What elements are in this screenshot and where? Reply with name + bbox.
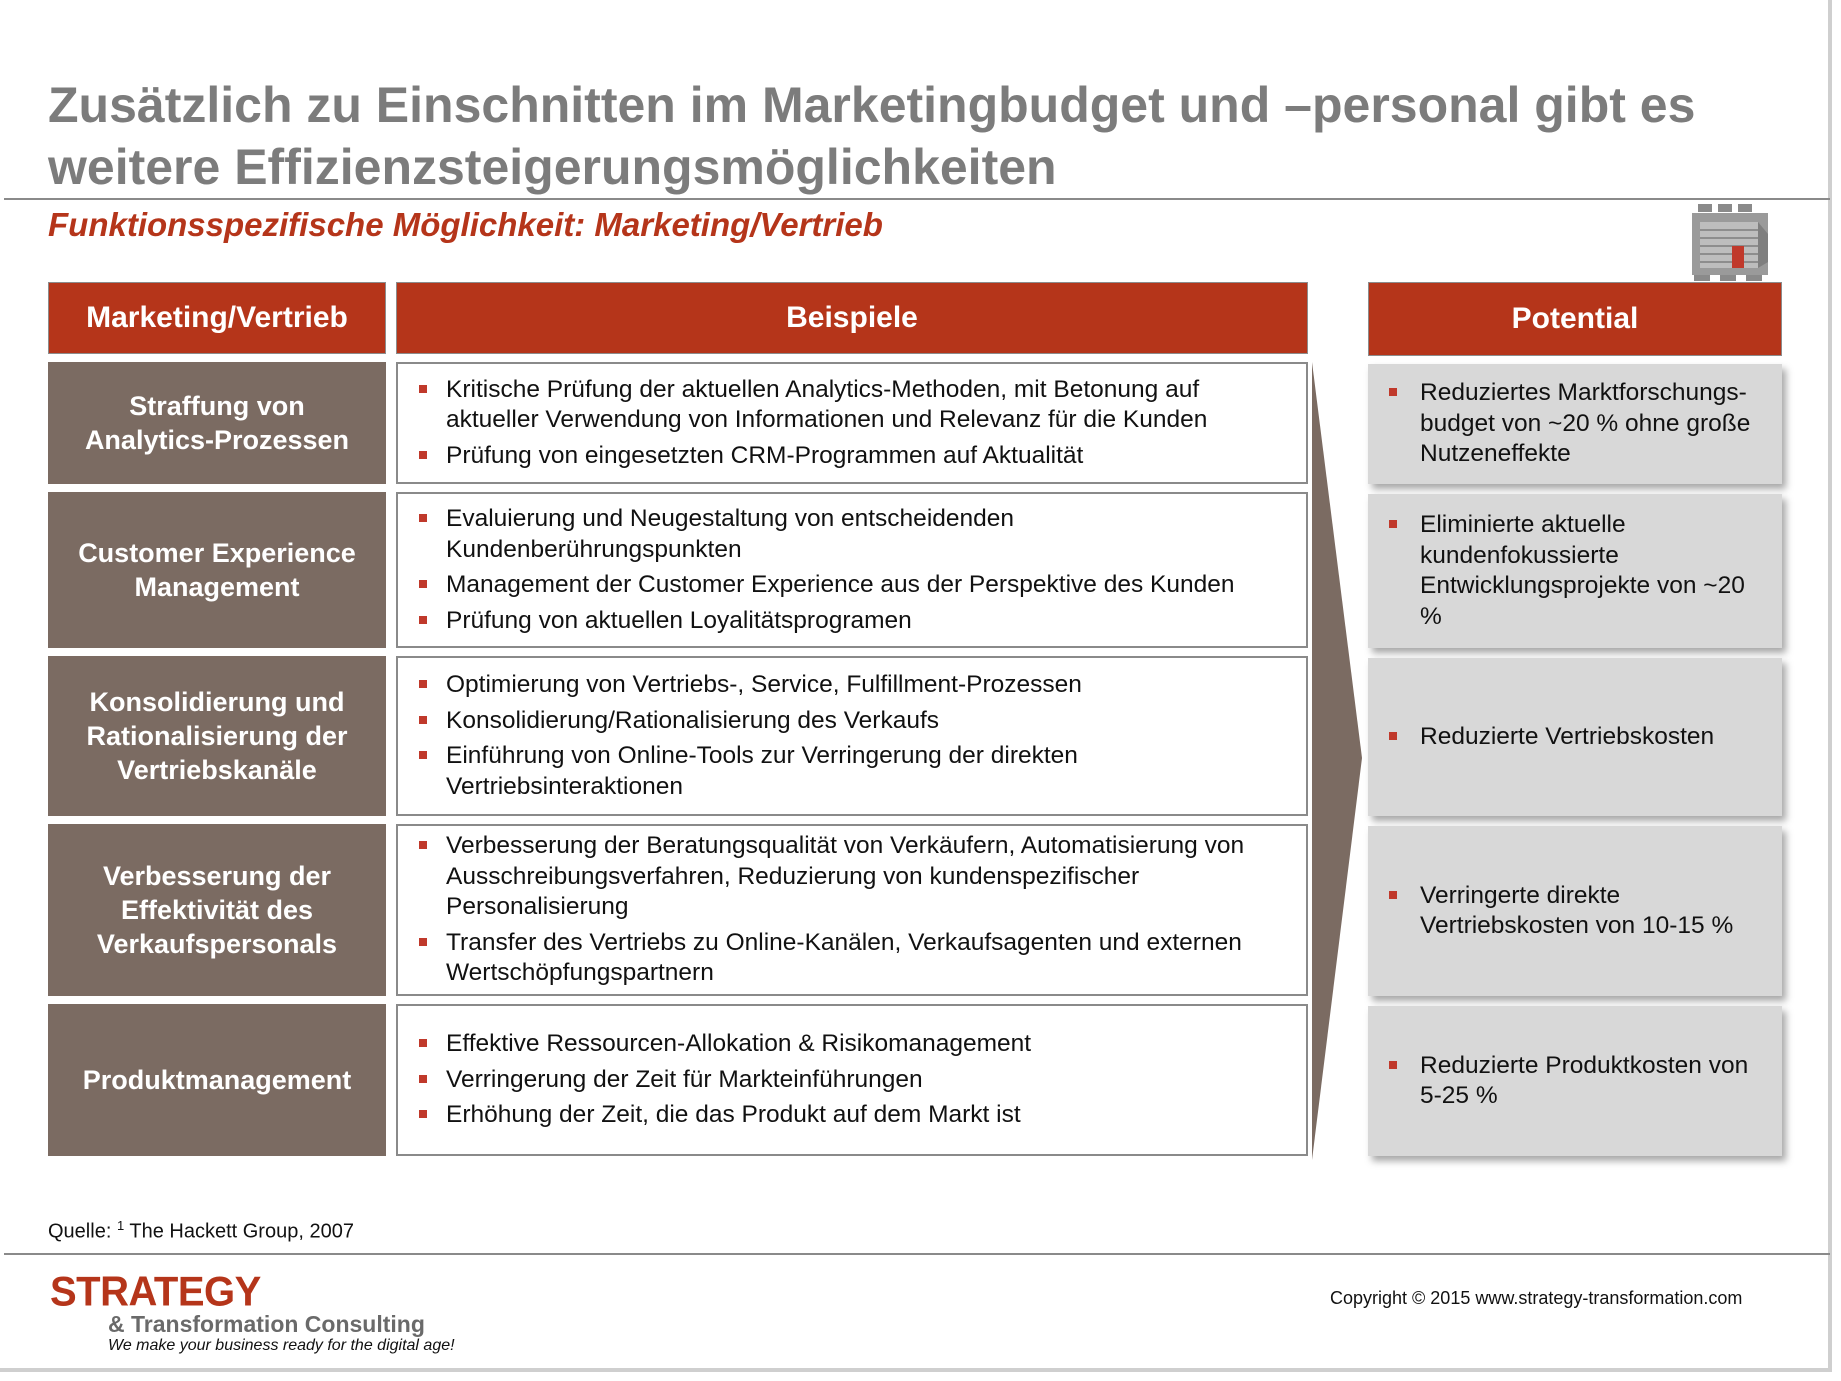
category-label: Verbesserung der Effektivität des Verkaufspersonals	[96, 861, 338, 959]
example-bullet: Effektive Ressourcen-Allokation & Risikomanagement	[418, 1029, 1290, 1060]
header-category	[48, 282, 386, 354]
copyright-text: Copyright © 2015 www.strategy-transformation.com	[1330, 1288, 1743, 1308]
potential-bullet: Reduzierte Produktkosten von 5-25 %	[1388, 1051, 1770, 1112]
example-bullet: Transfer des Vertriebs zu Online-Kanälen, Verkaufsagenten und externen Wertschöpfungspartnern	[418, 928, 1290, 989]
source-text: The Hackett Group, 2007	[129, 1220, 354, 1243]
potential-bullet: Verringerte direkte Vertriebskosten von 10-15 %	[1388, 881, 1770, 942]
potential-bullet: Eliminierte aktuelle kundenfokussierte Entwicklungsprojekte von ~20 %	[1388, 510, 1770, 632]
example-bullet: Verringerung der Zeit für Markteinführungen	[418, 1065, 1290, 1096]
examples-cell	[396, 362, 1308, 484]
example-bullet: Prüfung von aktuellen Loyalitätsprogramen	[418, 606, 1290, 637]
example-bullet: Konsolidierung/Rationalisierung des Verkaufs	[418, 706, 1290, 737]
category-label: Konsolidierung und Rationalisierung der Vertriebskanäle	[86, 687, 348, 785]
source-label: Quelle:	[48, 1220, 112, 1243]
example-bullet: Einführung von Online-Tools zur Verringerung der direkten Vertriebsinteraktionen	[418, 741, 1290, 802]
potential-cell	[1368, 364, 1782, 484]
category-cell	[48, 1004, 386, 1156]
example-bullet: Verbesserung der Beratungsqualität von Verkäufern, Automatisierung von Ausschreibungsverfahren, Reduzierung von kundenspezifischer Personalisierung	[418, 831, 1290, 923]
example-bullet: Optimierung von Vertriebs-, Service, Fulfillment-Prozessen	[418, 670, 1290, 701]
example-bullet: Erhöhung der Zeit, die das Produkt auf dem Markt ist	[418, 1100, 1290, 1131]
category-cell	[48, 492, 386, 648]
example-bullet: Evaluierung und Neugestaltung von entscheidenden Kundenberührungspunkten	[418, 504, 1290, 565]
examples-cell	[396, 656, 1308, 816]
example-bullet: Management der Customer Experience aus der Perspektive des Kunden	[418, 570, 1290, 601]
header-potential-label: Potential	[1511, 302, 1639, 335]
page-title: Zusätzlich zu Einschnitten im Marketingbudget und –personal gibt es weitere Effizienzsteigerungsmöglichkeiten	[48, 77, 1696, 195]
category-cell	[48, 362, 386, 484]
examples-cell	[396, 824, 1308, 996]
header-examples	[396, 282, 1308, 354]
source-note	[48, 1218, 354, 1244]
examples-cell	[396, 1004, 1308, 1156]
category-label: Customer Experience Management	[78, 538, 356, 602]
potential-cell	[1368, 494, 1782, 648]
category-cell	[48, 824, 386, 996]
examples-cell	[396, 492, 1308, 648]
building-icon	[1690, 204, 1772, 282]
logo-wordmark: STRATEGY	[50, 1268, 261, 1316]
potential-bullet: Reduzierte Vertriebskosten	[1388, 722, 1770, 753]
potential-cell	[1368, 826, 1782, 996]
source-footnote: 1	[116, 1218, 125, 1233]
logo-tagline: We make your business ready for the digital age!	[108, 1337, 455, 1354]
header-category-label: Marketing/Vertrieb	[86, 301, 348, 334]
potential-bullet: Reduziertes Marktforschungs-budget von ~20 % ohne große Nutzeneffekte	[1388, 378, 1770, 470]
header-potential	[1368, 282, 1782, 356]
header-examples-label: Beispiele	[786, 301, 918, 334]
category-label: Produktmanagement	[82, 1065, 352, 1095]
category-cell	[48, 656, 386, 816]
title-divider	[4, 198, 1830, 200]
potential-cell	[1368, 658, 1782, 816]
example-bullet: Kritische Prüfung der aktuellen Analytics-Methoden, mit Betonung auf aktueller Verwendung von Informationen und Relevanz für die Kunden	[418, 375, 1290, 436]
page-subtitle: Funktionsspezifische Möglichkeit: Marketing/Vertrieb	[48, 206, 883, 243]
example-bullet: Prüfung von eingesetzten CRM-Programmen auf Aktualität	[418, 441, 1290, 472]
potential-cell	[1368, 1006, 1782, 1156]
logo-subline: & Transformation Consulting	[108, 1311, 425, 1337]
footer-divider	[4, 1253, 1830, 1255]
transition-arrow	[1310, 362, 1364, 1162]
category-label: Straffung von Analytics-Prozessen	[84, 391, 350, 455]
